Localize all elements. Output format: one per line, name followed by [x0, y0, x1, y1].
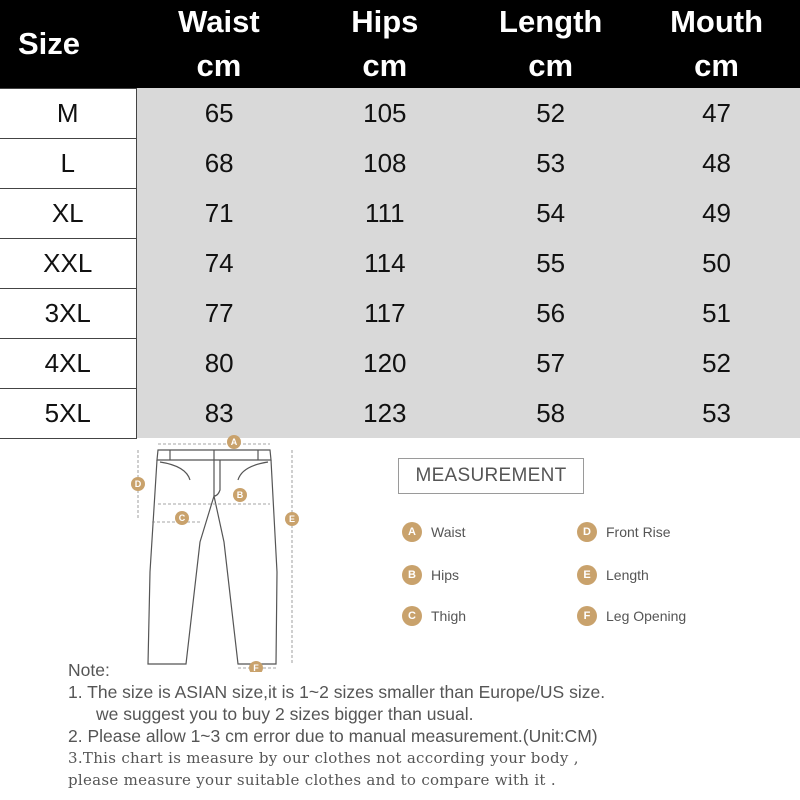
hips-cell: 111: [302, 188, 468, 238]
hips-cell: 120: [302, 338, 468, 388]
header-mouth: Mouth cm: [634, 0, 800, 88]
badge-e-icon: E: [577, 565, 597, 585]
hips-cell: 105: [302, 88, 468, 138]
length-cell: 53: [468, 138, 634, 188]
note-line-4: 3.This chart is measure by our clothes not according your body ,: [68, 749, 579, 767]
legend-label: Waist: [431, 524, 466, 540]
legend-label: Hips: [431, 567, 460, 583]
hips-cell: 123: [302, 388, 468, 438]
table-row: [0, 138, 800, 188]
waist-cell: 77: [136, 288, 302, 338]
size-cell: 5XL: [0, 388, 136, 438]
note-line-2: we suggest you to buy 2 sizes bigger than usual.: [96, 704, 474, 724]
pants-diagram: [120, 432, 320, 672]
legend-item-leg-opening: [577, 604, 686, 628]
badge-d-icon: D: [577, 522, 597, 542]
legend-label: Thigh: [431, 608, 467, 624]
table-row: [0, 88, 800, 138]
legend-item-hips: [402, 563, 459, 587]
size-cell: XXL: [0, 238, 136, 288]
table-row: [0, 388, 800, 438]
mouth-cell: 47: [634, 88, 800, 138]
notes: [68, 659, 788, 791]
measurement-section: [0, 432, 800, 800]
legend-item-length: [577, 563, 649, 587]
badge-b-icon: B: [402, 565, 422, 585]
table-header-row: [0, 0, 800, 88]
table-row: [0, 288, 800, 338]
size-cell: L: [0, 138, 136, 188]
note-line-1: 1. The size is ASIAN size,it is 1~2 sizes smaller than Europe/US size.: [68, 682, 606, 702]
header-length: Length cm: [468, 0, 634, 88]
waist-cell: 74: [136, 238, 302, 288]
size-cell: XL: [0, 188, 136, 238]
measurement-title-box: [398, 458, 584, 494]
table-row: [0, 338, 800, 388]
svg-text:A: A: [230, 437, 238, 447]
legend-label: Length: [606, 567, 649, 583]
mouth-cell: 48: [634, 138, 800, 188]
note-line-5: please measure your suitable clothes and to compare with it .: [68, 771, 556, 789]
header-size: Size: [0, 0, 136, 88]
hips-cell: 114: [302, 238, 468, 288]
size-cell: 4XL: [0, 338, 136, 388]
mouth-cell: 53: [634, 388, 800, 438]
header-waist: Waist cm: [136, 0, 302, 88]
mouth-cell: 52: [634, 338, 800, 388]
measurement-title: MEASUREMENT: [415, 465, 567, 486]
waist-cell: 83: [136, 388, 302, 438]
badge-c-icon: C: [402, 606, 422, 626]
legend-label: Front Rise: [606, 524, 671, 540]
size-cell: M: [0, 88, 136, 138]
size-cell: 3XL: [0, 288, 136, 338]
svg-text:C: C: [178, 513, 186, 523]
badge-a-icon: A: [402, 522, 422, 542]
mouth-cell: 49: [634, 188, 800, 238]
legend-item-front-rise: [577, 520, 671, 544]
header-hips: Hips cm: [302, 0, 468, 88]
waist-cell: 71: [136, 188, 302, 238]
length-cell: 56: [468, 288, 634, 338]
table-row: [0, 188, 800, 238]
legend-label: Leg Opening: [606, 608, 687, 624]
length-cell: 52: [468, 88, 634, 138]
badge-f-icon: F: [577, 606, 597, 626]
length-cell: 58: [468, 388, 634, 438]
svg-text:D: D: [134, 479, 142, 489]
note-line-3: 2. Please allow 1~3 cm error due to manual measurement.(Unit:CM): [68, 726, 598, 746]
mouth-cell: 50: [634, 238, 800, 288]
length-cell: 55: [468, 238, 634, 288]
svg-text:E: E: [288, 514, 296, 524]
waist-cell: 65: [136, 88, 302, 138]
waist-cell: 68: [136, 138, 302, 188]
mouth-cell: 51: [634, 288, 800, 338]
svg-text:F: F: [253, 663, 259, 672]
hips-cell: 108: [302, 138, 468, 188]
legend-item-thigh: [402, 604, 466, 628]
svg-text:B: B: [236, 490, 244, 500]
length-cell: 54: [468, 188, 634, 238]
hips-cell: 117: [302, 288, 468, 338]
waist-cell: 80: [136, 338, 302, 388]
notes-heading: Note:: [68, 660, 110, 680]
length-cell: 57: [468, 338, 634, 388]
table-row: [0, 238, 800, 288]
legend-item-waist: [402, 520, 465, 544]
